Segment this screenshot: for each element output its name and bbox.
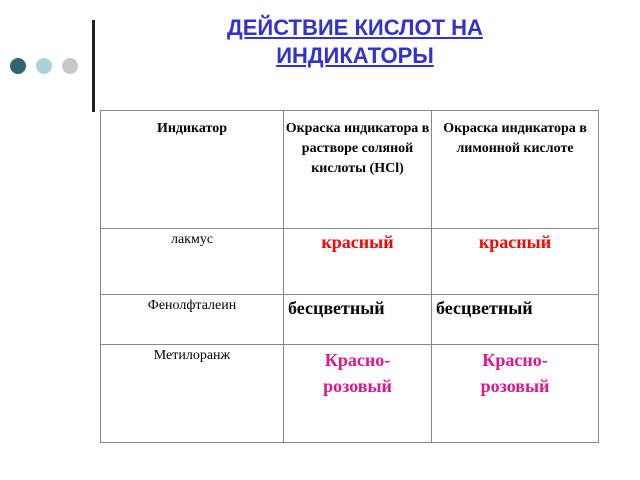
bullet-dot-dark <box>10 58 26 74</box>
indicator-table <box>100 110 599 443</box>
hcl-color: бесцветный <box>284 295 432 345</box>
citric-color: Красно-розовый <box>432 345 599 443</box>
header-indicator: Индикатор <box>101 111 284 229</box>
header-hcl: Окраска индикатора в растворе соляной кислоты (HCl) <box>284 111 432 229</box>
hcl-color: Красно-розовый <box>284 345 432 443</box>
vertical-divider <box>92 20 95 112</box>
table-row <box>101 229 599 295</box>
table-row <box>101 295 599 345</box>
indicator-name: Метилоранж <box>101 345 284 443</box>
table-header-row <box>101 111 599 229</box>
hcl-color: красный <box>284 229 432 295</box>
slide-title <box>150 14 560 70</box>
title-line-1: ДЕЙСТВИЕ КИСЛОТ НА <box>227 15 483 40</box>
bullet-dot-gray <box>62 58 78 74</box>
citric-color: бесцветный <box>432 295 599 345</box>
indicator-name: Фенолфталеин <box>101 295 284 345</box>
title-line-2: ИНДИКАТОРЫ <box>276 43 434 68</box>
citric-color: красный <box>432 229 599 295</box>
bullet-dot-light <box>36 58 52 74</box>
indicator-name: лакмус <box>101 229 284 295</box>
table-row <box>101 345 599 443</box>
header-citric: Окраска индикатора в лимонной кислоте <box>432 111 599 229</box>
